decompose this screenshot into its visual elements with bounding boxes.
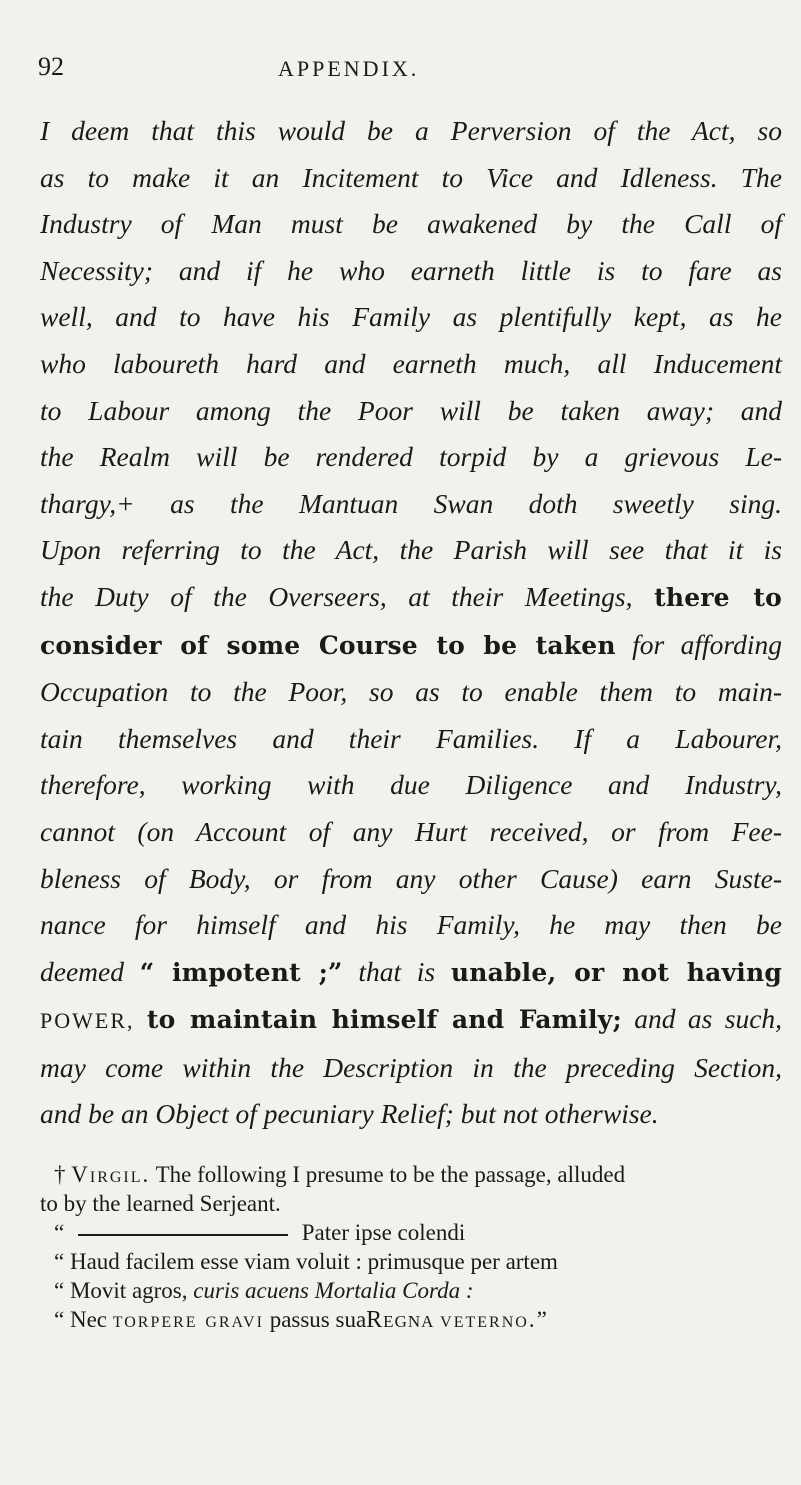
footnote-line: to by the learned Serjeant.: [40, 1191, 281, 1216]
text-line: [40, 622, 782, 670]
text-line: to Labour among the Poor will be taken away; and: [40, 394, 782, 426]
footnote: [40, 1160, 782, 1335]
footnote-line: [40, 1305, 782, 1335]
text-line: bleness of Body, or from any other Cause) earn Suste-: [40, 862, 782, 894]
quote-small-caps: Regna: [366, 1307, 435, 1333]
text-line: as to make it an Incitement to Vice and Idleness. The: [40, 161, 782, 193]
page-number: 92: [38, 52, 64, 81]
text-line: who laboureth hard and earneth much, all Inducement: [40, 347, 782, 379]
quote-small-caps: torpere gravi: [112, 1307, 264, 1332]
ellipsis-rule: [78, 1234, 288, 1236]
text-run: the Duty of the Overseers, at their Meetings,: [40, 580, 633, 612]
text-line: Industry of Man must be awakened by the Call of: [40, 208, 782, 240]
text-line: Occupation to the Poor, so as to enable them to main-: [40, 676, 782, 708]
text-line: the Realm will be rendered torpid by a grievous Le-: [40, 441, 782, 473]
text-line: tain themselves and their Families. If a Labourer,: [40, 722, 782, 754]
text-line: nance for himself and his Family, he may then be: [40, 909, 782, 941]
quote-italic: curis acuens Mortalia Corda :: [193, 1278, 474, 1303]
quote-mark: “: [54, 1220, 65, 1245]
quote-text: Pater ipse colendi: [301, 1220, 466, 1245]
blackletter-run: unable, or not having: [450, 957, 783, 987]
footnote-line: [40, 1160, 782, 1189]
text-line: and be an Object of pecuniary Relief; but not otherwise.: [40, 1098, 659, 1130]
blackletter-run: consider of some Course to be taken: [40, 630, 616, 660]
quote-text: “ Movit agros,: [54, 1278, 188, 1303]
quote-small-caps: veterno.”: [440, 1307, 549, 1332]
text-line: Necessity; and if he who earneth little is to fare as: [40, 254, 782, 286]
text-line: [40, 949, 782, 997]
text-line: I deem that this would be a Perversion of the Act, so: [40, 115, 782, 146]
blackletter-run: “ impotent ;”: [139, 957, 343, 987]
text-line: [40, 996, 782, 1045]
footnote-line: [40, 1276, 782, 1305]
text-line: Upon referring to the Act, the Parish will see that it is: [40, 534, 782, 566]
running-title: APPENDIX.: [278, 56, 420, 81]
blackletter-run: there to: [654, 582, 783, 612]
text-run: for affording: [632, 628, 782, 660]
footnote-mark: †: [54, 1162, 66, 1187]
footnote-author: Virgil.: [71, 1162, 151, 1187]
text-line: well, and to have his Family as plentifully kept, as he: [40, 301, 782, 333]
footnote-line: “ Haud facilem esse viam voluit : primusque per artem: [54, 1249, 558, 1274]
text-line: may come within the Description in the preceding Section,: [40, 1051, 782, 1083]
quote-text: “ Nec: [54, 1307, 107, 1332]
text-run: deemed: [40, 955, 124, 987]
blackletter-run: to maintain himself and Family;: [146, 1005, 622, 1035]
page-header: [38, 52, 778, 92]
text-line: cannot (on Account of any Hurt received, or from Fee-: [40, 815, 782, 847]
text-run: that is: [358, 955, 436, 987]
body-text: [40, 108, 782, 1138]
text-line: [40, 574, 782, 622]
text-line: therefore, working with due Diligence and Industry,: [40, 769, 782, 801]
small-caps-run: POWER,: [40, 1008, 135, 1034]
text-run: and as such,: [634, 1003, 783, 1035]
quote-text: passus sua: [269, 1307, 367, 1332]
footnote-text: The following I presume to be the passage, alluded: [155, 1162, 626, 1187]
text-line: thargy,+ as the Mantuan Swan doth sweetly sing.: [40, 487, 782, 519]
footnote-line: [40, 1218, 782, 1247]
